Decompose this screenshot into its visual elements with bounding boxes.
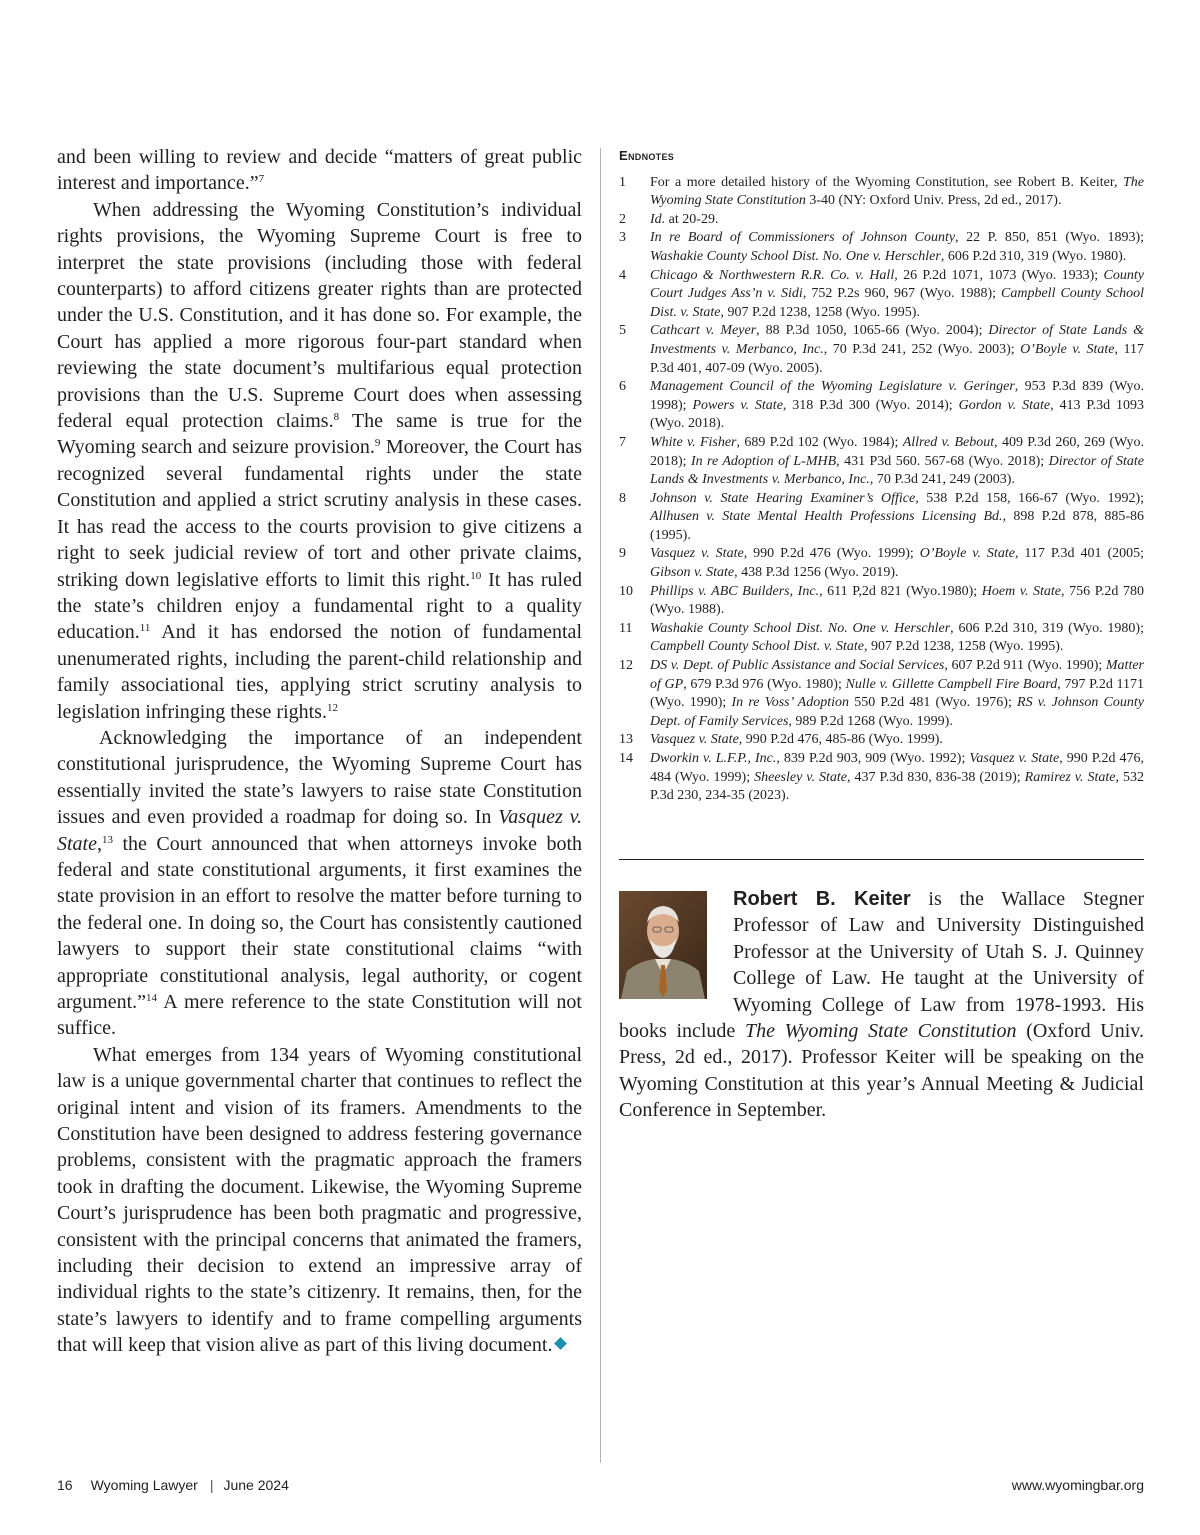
endnote-text: Management Council of the Wyoming Legislature v. Geringer, 953 P.3d 839 (Wyo. 1998); Powers v. State, 318 P.3d 300 (Wyo. 2014); Gordon v. State, 413 P.3d 1093 (Wyo. 2018). xyxy=(650,379,1144,432)
endnote-item xyxy=(619,322,1144,378)
book-title: The Wyoming State Constitution xyxy=(744,1020,1017,1043)
article-paragraph-2: When addressing the Wyoming Constitution’s individual rights provisions, the Wyoming Supreme Court is free to interpret the state provisions (including those with federal counterparts) to afford citizens greater rights than are protected under the U.S. Constitution, and it has done so. For example, the Court has applied a more rigorous four-part standard when reviewing the state document’s multifarious equal protection provisions than the U.S. Supreme Court does when assessing federal equal protection claims.$^8$ The same is true for the Wyoming search and seizure provision.$^9$ Moreover, the Court has recognized several fundamental rights under the state Constitution and applied a strict scrutiny analysis in these cases. It has read the access to the courts provision to give citizens a right to seek judicial review of tort and other private claims, striking down legislative efforts to limit this right.$^{10}$ It has ruled the state’s children enjoy a fundamental right to a quality education.$^{11}$ And it has endorsed the notion of fundamental unenumerated rights, including the parent-child relationship and family associational ties, applying strict scrutiny analysis to legislation infringing these rights.$^{12}$ xyxy=(57,198,583,723)
publication-name: Wyoming Lawyer xyxy=(90,1477,198,1493)
author-bio: Robert B. Keiter is the Wallace Stegner Professor of Law and University Distinguished Professor at the University of Utah S. J. Quinney College of Law. He taught at the University of Wyoming College of Law from 1978-1993. His books include The Wyoming State Constitution (Oxford Univ. Press, 2d ed., 2017). Professor Keiter will be speaking on the Wyoming Constitution at this year’s Annual Meeting & Judicial Conference in September. xyxy=(619,888,1145,1122)
endnote-number: 11 xyxy=(619,620,633,636)
endnote-text: In re Board of Commissioners of Johnson County, 22 P. 850, 851 (Wyo. 1893); Washakie County School Dist. No. One v. Herschler, 606 P.2d 310, 319 (Wyo. 1980). xyxy=(650,230,1145,264)
endnote-item xyxy=(619,490,1144,546)
endnotes-section xyxy=(619,147,1144,806)
endnote-number: 9 xyxy=(619,546,626,562)
endnote-item xyxy=(619,211,1144,230)
endnote-number: 8 xyxy=(619,490,626,506)
endnote-item xyxy=(619,583,1144,620)
endnote-text: Vasquez v. State, 990 P.2d 476 (Wyo. 1999); O’Boyle v. State, 117 P.3d 401 (2005; Gibson v. State, 438 P.3d 1256 (Wyo. 2019). xyxy=(650,546,1145,581)
endnote-item xyxy=(619,378,1144,434)
endnote-number: 14 xyxy=(619,751,633,766)
end-mark-diamond-icon xyxy=(555,1337,568,1350)
article-body xyxy=(57,144,582,1359)
endnote-number: 13 xyxy=(619,732,633,748)
endnote-item xyxy=(619,267,1144,323)
article-paragraph-3: Acknowledging the importance of an independent constitutional jurisprudence, the Wyoming Supreme Court has essentially invited the state’s lawyers to raise state Constitution issues and even provided a roadmap for doing so. In Vasquez v. State,$^{13}$ the Court announced that when attorneys invoke both federal and state constitutional arguments, it first examines the state provision in an effort to resolve the matter before turning to the federal one. In doing so, the Court has consistently cautioned lawyers to support their state constitutional claims “with appropriate constitutional analysis, legal authority, or cogent argument.”$^{14}$ A mere reference to the state Constitution will not suffice. xyxy=(57,726,582,1040)
endnote-text: Washakie County School Dist. No. One v. Herschler, 606 P.2d 310, 319 (Wyo. 1980); Campbell County School Dist. v. State, 907 P.2d 1238, 1258 (Wyo. 1995). xyxy=(650,620,1144,655)
footer-left xyxy=(57,1477,289,1493)
endnote-number: 5 xyxy=(619,323,626,339)
endnote-number: 3 xyxy=(619,230,626,246)
footer-separator: | xyxy=(209,1477,214,1493)
endnote-item xyxy=(619,545,1144,582)
endnote-text: Johnson v. State Hearing Examiner’s Office, 538 P.2d 158, 166-67 (Wyo. 1992); Allhusen v. State Mental Health Professions Licensing Bd., 898 P.2d 878, 885-86 (1995). xyxy=(650,490,1145,543)
endnote-number: 1 xyxy=(619,174,626,190)
author-name: Robert B. Keiter xyxy=(733,888,911,910)
endnote-item xyxy=(619,750,1144,806)
issue-date: June 2024 xyxy=(223,1477,289,1493)
endnote-item xyxy=(619,620,1144,657)
endnote-number: 12 xyxy=(619,658,633,674)
endnote-item xyxy=(619,229,1144,266)
endnote-item xyxy=(619,434,1144,490)
endnote-number: 4 xyxy=(619,267,626,283)
endnotes-title: Endnotes xyxy=(619,148,675,163)
endnote-text: White v. Fisher, 689 P.2d 102 (Wyo. 1984); Allred v. Bebout, 409 P.3d 260, 269 (Wyo. 2018); In re Adoption of L-MHB, 431 P3d 560. 567-68 (Wyo. 2018); Director of State Lands & Investments v. Merbanco, Inc., 70 P.3d 241, 249 (2003). xyxy=(650,434,1144,488)
endnote-text: For a more detailed history of the Wyoming Constitution, see Robert B. Keiter, The Wyoming State Constitution 3-40 (NY: Oxford Univ. Press, 2d ed., 2017). xyxy=(650,174,1144,209)
endnote-text: Dworkin v. L.F.P., Inc., 839 P.2d 903, 909 (Wyo. 1992); Vasquez v. State, 990 P.2d 476, 484 (Wyo. 1999); Sheesley v. State, 437 P.3d 830, 836-38 (2019); Ramirez v. State, 532 P.3d 230, 234-35 (2023). xyxy=(650,751,1145,804)
endnote-number: 10 xyxy=(619,583,633,599)
endnote-text: DS v. Dept. of Public Assistance and Social Services, 607 P.2d 911 (Wyo. 1990); Matter of GP, 679 P.3d 976 (Wyo. 1980); Nulle v. Gillette Campbell Fire Board, 797 P.2d 1171 (Wyo. 1990); In re Voss’ Adoption 550 P.2d 481 (Wyo. 1976); RS v. Johnson County Dept. of Family Services, 989 P.2d 1268 (Wyo. 1999). xyxy=(650,658,1144,729)
bio-divider xyxy=(619,859,1144,860)
endnote-text: Id. at 20-29. xyxy=(650,211,719,227)
author-photo xyxy=(619,891,707,999)
footer-url: www.wyomingbar.org xyxy=(1011,1477,1144,1493)
endnote-item xyxy=(619,657,1144,731)
endnote-list xyxy=(619,174,1144,806)
endnote-text: Chicago & Northwestern R.R. Co. v. Hall, 26 P.2d 1071, 1073 (Wyo. 1933); County Court Judges Ass’n v. Sidi, 752 P.2s 960, 967 (Wyo. 1988); Campbell County School Dist. v. State, 907 P.2d 1238, 1258 (Wyo. 1995). xyxy=(650,267,1144,320)
page-footer xyxy=(57,1477,1144,1497)
endnote-number: 6 xyxy=(619,379,626,395)
endnote-item xyxy=(619,731,1144,750)
article-paragraph-1: and been willing to review and decide “matters of great public interest and importance.”$^7$ xyxy=(57,146,582,195)
column-divider xyxy=(600,148,601,1463)
endnote-text: Vasquez v. State, 990 P.2d 476, 485-86 (Wyo. 1999). xyxy=(650,732,943,748)
page-number: 16 xyxy=(57,1477,73,1493)
article-paragraph-4: What emerges from 134 years of Wyoming constitutional law is a unique governmental charter that continues to reflect the original intent and vision of its framers. Amendments to the Constitution have been designed to address festering governance problems, consistent with the pragmatic approach the framers took in drafting the document. Likewise, the Wyoming Supreme Court’s jurisprudence has been both pragmatic and progressive, consistent with the principal concerns that animated the framers, including their decision to extend an impressive array of individual rights to the state’s citizenry. It remains, then, for the state’s lawyers to identify and to frame compelling arguments that will keep that vision alive as part of this living document. xyxy=(57,1043,582,1357)
endnote-text: Cathcart v. Meyer, 88 P.3d 1050, 1065-66 (Wyo. 2004); Director of State Lands & Investments v. Merbanco, Inc., 70 P.3d 241, 252 (Wyo. 2003); O’Boyle v. State, 117 P.3d 401, 407-09 (Wyo. 2005). xyxy=(650,323,1145,376)
endnote-item xyxy=(619,174,1144,211)
endnote-number: 7 xyxy=(619,434,626,450)
endnote-text: Phillips v. ABC Builders, Inc., 611 P,2d 821 (Wyo.1980); Hoem v. State, 756 P.2d 780 (Wyo. 1988). xyxy=(650,583,1144,618)
endnote-number: 2 xyxy=(619,211,626,227)
